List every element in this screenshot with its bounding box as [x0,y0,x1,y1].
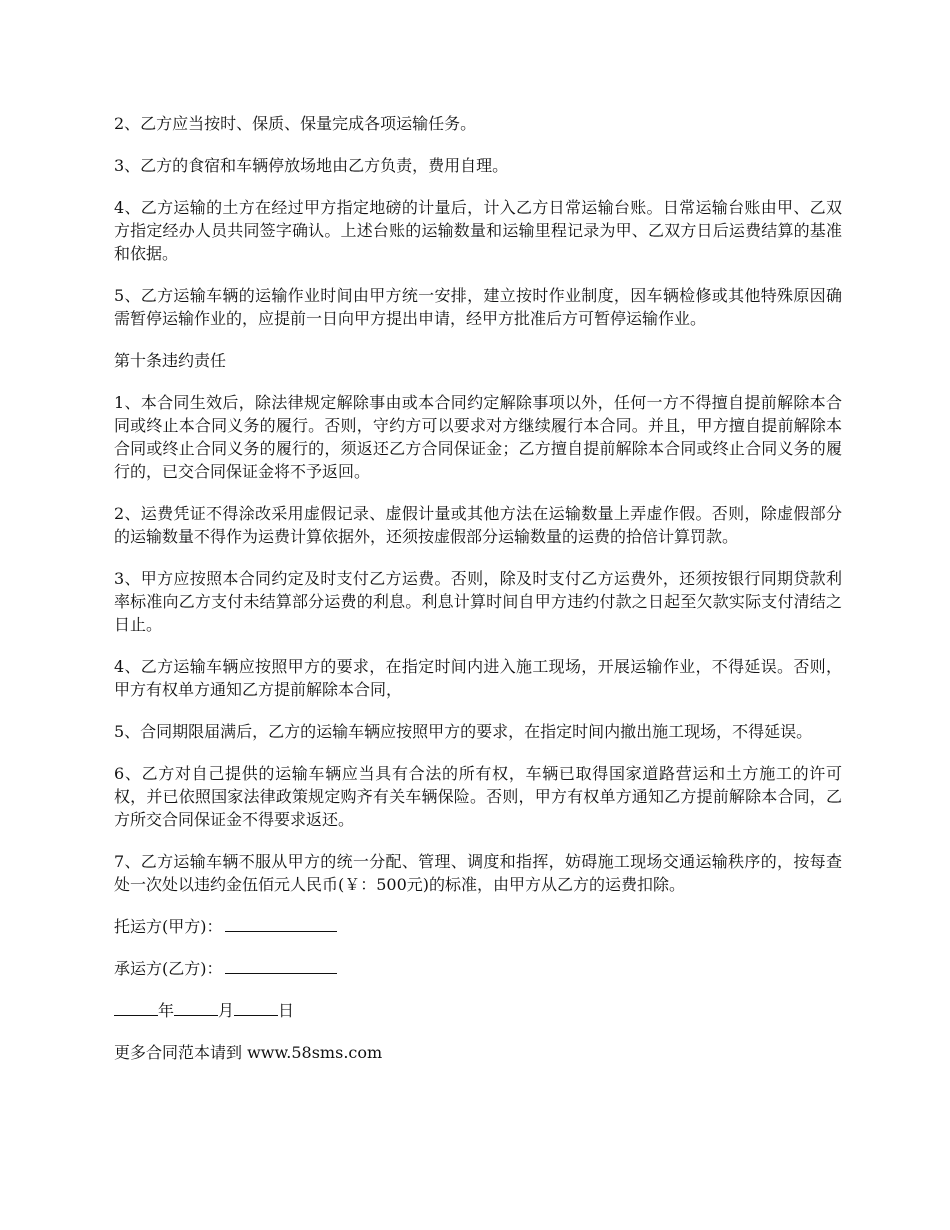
clause-2-deliver-on-time: 2、乙方应当按时、保质、保量完成各项运输任务。 [114,114,477,133]
footer-more-templates: 更多合同范本请到 www.58sms.com [114,1043,383,1062]
day-label: 日 [278,1001,295,1020]
day-blank[interactable] [234,999,278,1016]
breach-clause-6: 6、乙方对自己提供的运输车辆应当具有合法的所有权，车辆已取得国家道路营运和土方施工的许可权，并已依照国家法律政策规定购齐有关车辆保险。否则，甲方有权单方通知乙方提前解除本合同，乙方所交合同保证金不得要求返还。 [114,764,842,829]
month-blank[interactable] [174,999,218,1016]
clause-5-work-schedule: 5、乙方运输车辆的运输作业时间由甲方统一安排，建立按时作业制度，因车辆检修或其他特殊原因确需暂停运输作业的，应提前一日向甲方提出申请，经甲方批准后方可暂停运输作业。 [114,286,842,328]
date-line [114,999,842,1022]
breach-clause-1: 1、本合同生效后，除法律规定解除事由或本合同约定解除事项以外，任何一方不得擅自提前解除本合同或终止本合同义务的履行。否则，守约方可以要求对方继续履行本合同。并且，甲方擅自提前解除本合同或终止合同义务的履行的，须返还乙方合同保证金；乙方擅自提前解除本合同或终止合同义务的履行的，已交合同保证金将不予返回。 [114,393,842,481]
party-a-label: 托运方(甲方)： [114,917,223,936]
party-b-label: 承运方(乙方)： [114,959,223,978]
breach-clause-4: 4、乙方运输车辆应按照甲方的要求，在指定时间内进入施工现场，开展运输作业，不得延误。否则，甲方有权单方通知乙方提前解除本合同， [114,657,842,699]
clause-3-lodging-parking: 3、乙方的食宿和车辆停放场地由乙方负责，费用自理。 [114,156,509,175]
party-b-signature-blank[interactable] [225,957,337,974]
breach-clause-2: 2、运费凭证不得涂改采用虚假记录、虚假计量或其他方法在运输数量上弄虚作假。否则，除虚假部分的运输数量不得作为运费计算依据外，还须按虚假部分运输数量的运费的拾倍计算罚款。 [114,504,842,546]
breach-clause-7: 7、乙方运输车辆不服从甲方的统一分配、管理、调度和指挥，妨碍施工现场交通运输秩序的，按每查处一次处以违约金伍佰元人民币(￥：500元)的标准，由甲方从乙方的运费扣除。 [114,852,842,894]
section-title-breach-liability: 第十条违约责任 [114,351,227,370]
year-blank[interactable] [114,999,158,1016]
clause-4-weighbridge-ledger: 4、乙方运输的土方在经过甲方指定地磅的计量后，计入乙方日常运输台账。日常运输台账由甲、乙双方指定经办人员共同签字确认。上述台账的运输数量和运输里程记录为甲、乙双方日后运费结算的基准和依据。 [114,198,842,263]
breach-clause-5: 5、合同期限届满后，乙方的运输车辆应按照甲方的要求，在指定时间内撤出施工现场，不得延误。 [114,722,813,741]
year-label: 年 [158,1001,175,1020]
month-label: 月 [218,1001,235,1020]
party-b-signature-line [114,957,842,980]
party-a-signature-blank[interactable] [225,915,337,932]
document-body [114,112,842,1083]
party-a-signature-line [114,915,842,938]
breach-clause-3: 3、甲方应按照本合同约定及时支付乙方运费。否则，除及时支付乙方运费外，还须按银行同期贷款利率标准向乙方支付未结算部分运费的利息。利息计算时间自甲方违约付款之日起至欠款实际支付清结之日止。 [114,569,842,634]
